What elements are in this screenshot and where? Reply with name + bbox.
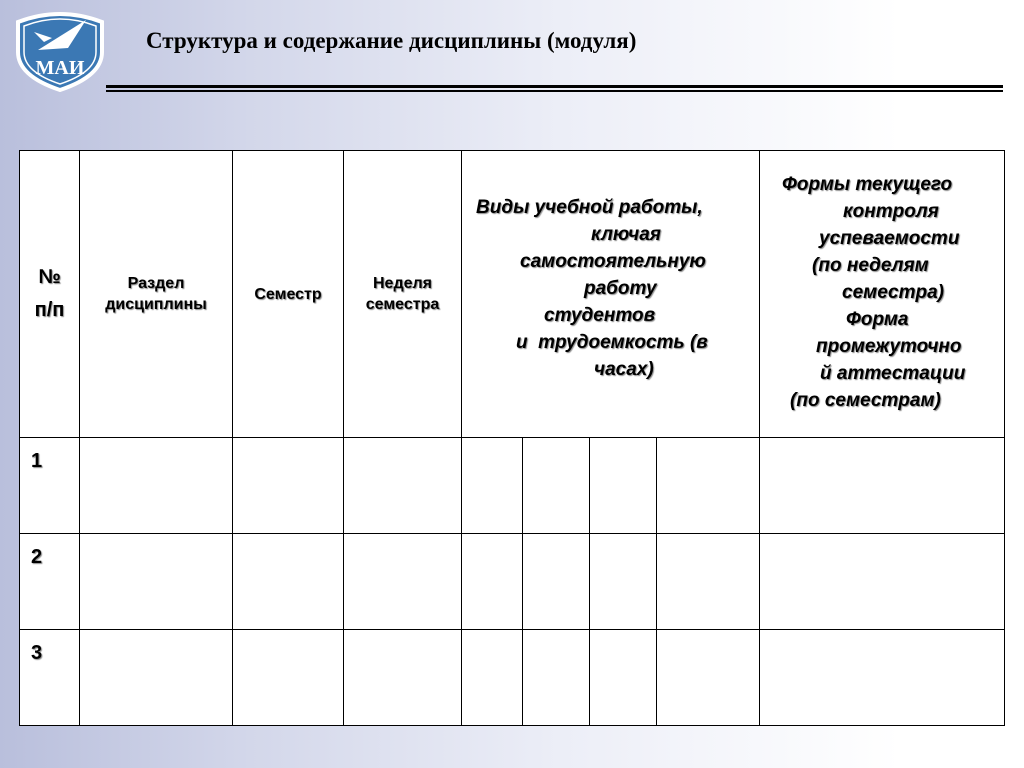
control-forms-line: й аттестации xyxy=(820,362,966,384)
table-cell xyxy=(233,438,344,534)
table-cell xyxy=(523,534,590,630)
table-cell xyxy=(344,630,462,726)
table-cell xyxy=(523,630,590,726)
logo-text: МАИ xyxy=(35,57,85,79)
control-forms-line: Форма xyxy=(846,308,909,330)
work-types-line: студентов xyxy=(544,304,656,326)
control-forms-line: (по семестрам) xyxy=(790,389,941,411)
col-header-number-line1: № xyxy=(38,266,61,288)
control-forms-line: Формы текущего xyxy=(782,173,953,195)
table-cell xyxy=(80,630,233,726)
col-header-number-line2: п/п xyxy=(34,299,65,321)
table-cell xyxy=(760,630,1005,726)
control-forms-line: семестра) xyxy=(842,281,944,303)
table-cell xyxy=(523,438,590,534)
table-cell xyxy=(80,534,233,630)
col-header-section-line1: Раздел xyxy=(127,275,185,292)
table-cell xyxy=(590,438,657,534)
work-types-line: работу xyxy=(584,277,657,299)
table-cell xyxy=(657,438,760,534)
title-rule-top xyxy=(106,85,1003,88)
table-cell xyxy=(590,534,657,630)
col-header-section-line2: дисциплины xyxy=(105,296,207,313)
table-row xyxy=(20,630,1005,726)
col-header-week xyxy=(344,151,462,438)
table-cell xyxy=(80,438,233,534)
col-header-section xyxy=(80,151,233,438)
header-row xyxy=(20,151,1005,438)
mai-logo xyxy=(8,4,112,92)
control-forms-line: промежуточно xyxy=(816,335,962,357)
table-cell xyxy=(657,630,760,726)
control-forms-line: контроля xyxy=(843,200,939,222)
work-types-line: самостоятельную xyxy=(520,250,706,272)
table-cell xyxy=(344,438,462,534)
table-cell xyxy=(462,438,523,534)
col-header-work-types xyxy=(462,151,760,438)
work-types-line: Виды учебной работы, xyxy=(476,196,703,218)
col-header-semester-label: Семестр xyxy=(254,285,322,303)
table-cell xyxy=(233,630,344,726)
row-number: 2 xyxy=(31,546,43,568)
row-number: 3 xyxy=(31,642,43,664)
control-forms-line: (по неделям xyxy=(812,254,929,276)
table-row xyxy=(20,534,1005,630)
table-cell xyxy=(657,534,760,630)
table-cell xyxy=(233,534,344,630)
table-cell xyxy=(462,630,523,726)
table-cell xyxy=(760,534,1005,630)
table-cell xyxy=(462,534,523,630)
control-forms-line: успеваемости xyxy=(819,227,960,249)
row-number: 1 xyxy=(31,450,43,472)
table-cell xyxy=(590,630,657,726)
work-types-line: ключая xyxy=(591,223,661,245)
col-header-number xyxy=(20,151,80,438)
work-types-line: и трудоемкость (в xyxy=(516,331,708,353)
col-header-semester xyxy=(233,151,344,438)
page-title: Структура и содержание дисциплины (модуля) xyxy=(146,28,637,53)
discipline-structure-table xyxy=(19,150,1005,726)
title-rule-bottom xyxy=(106,90,1003,92)
col-header-week-line2: семестра xyxy=(365,296,440,313)
work-types-line: часах) xyxy=(594,358,654,380)
table-row xyxy=(20,438,1005,534)
col-header-control-forms xyxy=(760,151,1005,438)
table-cell xyxy=(760,438,1005,534)
col-header-week-line1: Неделя xyxy=(372,275,432,292)
table-cell xyxy=(344,534,462,630)
